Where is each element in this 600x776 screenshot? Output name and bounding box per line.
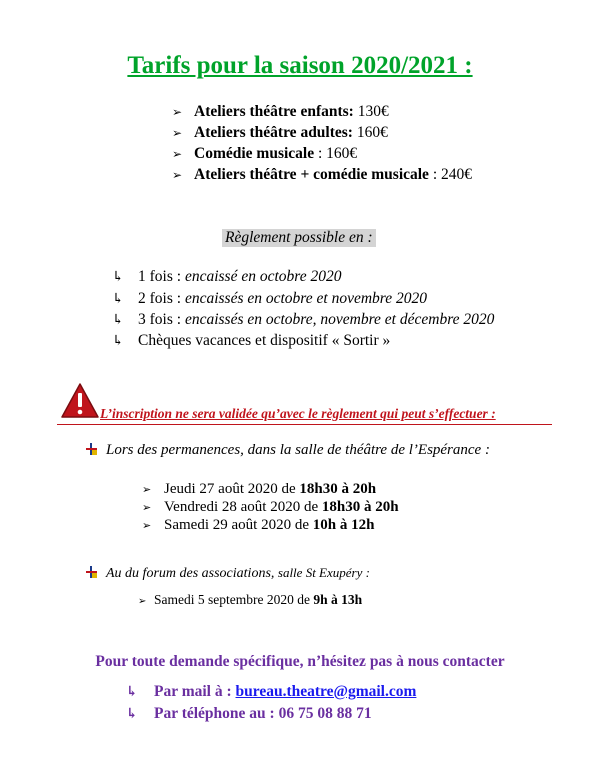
payment-option bbox=[112, 268, 341, 286]
contact-mail bbox=[126, 683, 416, 701]
arrowhead-bullet-icon: ➢ bbox=[172, 147, 183, 161]
hooked-arrow-icon: ↳ bbox=[112, 313, 124, 328]
payment-prefix: 3 fois : bbox=[138, 311, 185, 328]
tarif-price: 160€ bbox=[352, 124, 388, 141]
arrowhead-bullet-icon: ➢ bbox=[142, 520, 152, 532]
tarif-price: 130€ bbox=[353, 103, 389, 120]
date-text: Samedi 29 août 2020 de bbox=[164, 517, 313, 533]
date-text: Samedi 5 septembre 2020 de bbox=[154, 592, 314, 607]
page-title: Tarifs pour la saison 2020/2021 : bbox=[127, 52, 473, 79]
tarif-item bbox=[172, 103, 389, 121]
reglement-heading: Règlement possible en : bbox=[222, 229, 376, 247]
date-text: Jeudi 27 août 2020 de bbox=[164, 481, 300, 497]
location-text: Lors des permanences, bbox=[106, 442, 248, 458]
tarif-label: Ateliers théâtre enfants: bbox=[194, 103, 354, 120]
payment-detail: encaissé en octobre 2020 bbox=[184, 268, 342, 285]
hooked-arrow-icon: ↳ bbox=[126, 707, 138, 722]
payment-prefix: 2 fois : bbox=[138, 290, 185, 307]
tarif-item bbox=[172, 145, 357, 163]
payment-detail: encaissés en octobre, novembre et décembre 2020 bbox=[184, 311, 495, 328]
date-hours: 10h à 12h bbox=[312, 517, 375, 533]
email-link[interactable]: bureau.theatre@gmail.com bbox=[235, 683, 417, 700]
arrowhead-bullet-icon: ➢ bbox=[172, 126, 183, 140]
tarif-price: : 240€ bbox=[428, 166, 472, 183]
cross-bullet-icon bbox=[86, 566, 106, 578]
payment-prefix: Chèques vacances et dispositif « Sortir » bbox=[138, 332, 391, 349]
tarif-item bbox=[172, 166, 472, 184]
hooked-arrow-icon: ↳ bbox=[112, 334, 124, 349]
payment-option bbox=[112, 290, 427, 308]
permanence-date bbox=[142, 517, 374, 534]
forum-date bbox=[138, 592, 362, 608]
warning-text: L’inscription ne sera validée qu’avec le règlement qui peut s’effectuer : bbox=[100, 406, 496, 421]
hooked-arrow-icon: ↳ bbox=[126, 685, 138, 700]
contact-phone-text: Par téléphone au : 06 75 08 88 71 bbox=[154, 705, 372, 722]
tarif-price: : 160€ bbox=[314, 145, 358, 162]
arrowhead-bullet-icon: ➢ bbox=[138, 596, 147, 607]
contact-heading: Pour toute demande spécifique, n’hésitez pas à nous contacter bbox=[95, 653, 505, 670]
permanence-date bbox=[142, 481, 376, 498]
warning-divider bbox=[57, 424, 552, 425]
location-place: salle St Exupéry : bbox=[277, 565, 370, 580]
payment-detail: encaissés en octobre et novembre 2020 bbox=[184, 290, 427, 307]
payment-option bbox=[112, 311, 494, 329]
contact-mail-label: Par mail à : bbox=[154, 683, 236, 700]
hooked-arrow-icon: ↳ bbox=[112, 270, 124, 285]
arrowhead-bullet-icon: ➢ bbox=[142, 502, 152, 514]
date-hours: 18h30 à 20h bbox=[299, 481, 377, 497]
warning-triangle-icon bbox=[60, 382, 100, 420]
date-hours: 18h30 à 20h bbox=[321, 499, 399, 515]
location-permanences bbox=[86, 442, 490, 459]
tarif-label: Ateliers théâtre + comédie musicale bbox=[194, 166, 429, 183]
payment-option bbox=[112, 332, 390, 350]
tarif-label: Comédie musicale bbox=[194, 145, 315, 162]
permanence-date bbox=[142, 499, 399, 516]
tarif-item bbox=[172, 124, 388, 142]
contact-phone bbox=[126, 705, 372, 723]
date-text: Vendredi 28 août 2020 de bbox=[164, 499, 322, 515]
location-forum bbox=[86, 565, 370, 582]
arrowhead-bullet-icon: ➢ bbox=[142, 484, 152, 496]
location-text: Au du forum des associations, bbox=[106, 566, 278, 581]
payment-prefix: 1 fois : bbox=[138, 268, 185, 285]
arrowhead-bullet-icon: ➢ bbox=[172, 168, 183, 182]
tarif-label: Ateliers théâtre adultes: bbox=[194, 124, 353, 141]
location-place: dans la salle de théâtre de l’Espérance : bbox=[247, 442, 490, 458]
date-hours: 9h à 13h bbox=[313, 592, 363, 607]
cross-bullet-icon bbox=[86, 443, 106, 455]
arrowhead-bullet-icon: ➢ bbox=[172, 105, 183, 119]
hooked-arrow-icon: ↳ bbox=[112, 292, 124, 307]
